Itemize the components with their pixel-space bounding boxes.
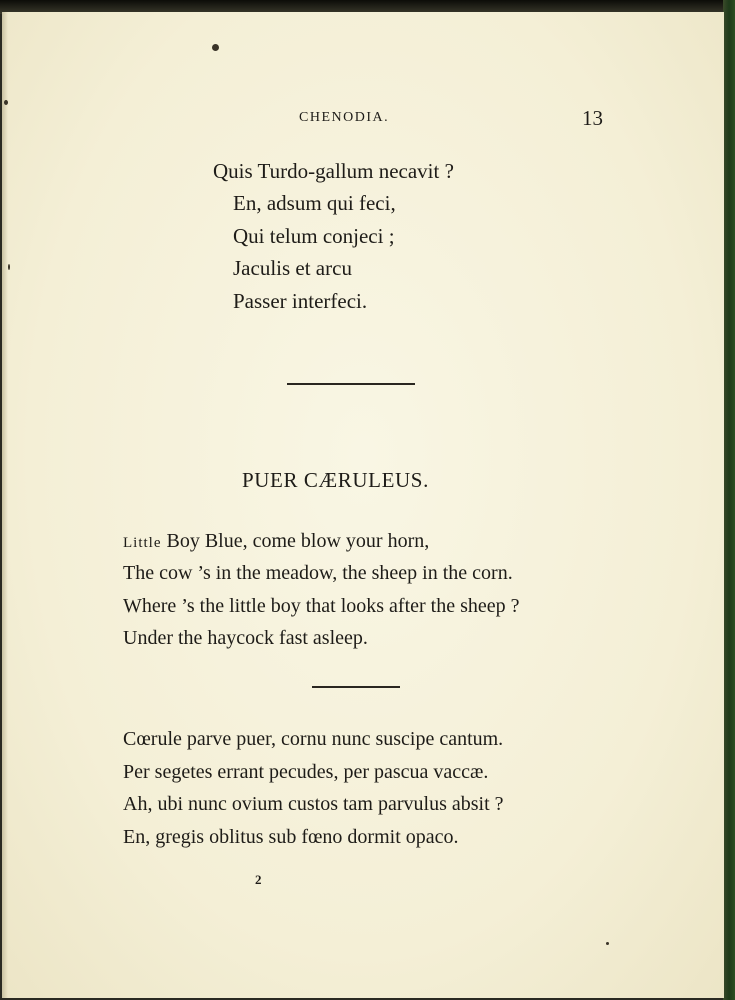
verse-line: Per segetes errant pecudes, per pascua vaccæ. <box>123 761 489 783</box>
verse-line <box>123 530 429 553</box>
page-speck <box>606 942 609 945</box>
verse-line: Jaculis et arcu <box>233 256 352 280</box>
verse-line: Cœrule parve puer, cornu nunc suscipe cantum. <box>123 728 504 750</box>
page-speck <box>8 264 10 270</box>
book-cover-edge <box>723 0 735 1000</box>
verse-line: Under the haycock fast asleep. <box>123 627 368 649</box>
verse-line: Where ’s the little boy that looks after the sheep ? <box>123 595 520 617</box>
page-number: 13 <box>582 106 603 130</box>
verse-line: The cow ’s in the meadow, the sheep in the corn. <box>123 562 513 584</box>
poem-title: PUER CÆRULEUS. <box>242 468 429 492</box>
small-caps-opening-word: Little <box>123 535 162 551</box>
verse-line-rest: Boy Blue, come blow your horn, <box>161 530 430 552</box>
page-gutter-shadow <box>2 12 8 998</box>
page-speck <box>212 44 219 51</box>
section-divider <box>287 383 415 385</box>
verse-line: En, adsum qui feci, <box>233 191 396 215</box>
verse-line: Qui telum conjeci ; <box>233 224 395 248</box>
verse-line: Passer interfeci. <box>233 289 368 313</box>
stanza-divider <box>312 686 400 688</box>
signature-mark: 2 <box>255 872 262 887</box>
running-title: CHENODIA. <box>299 110 390 125</box>
book-page <box>2 12 724 998</box>
verse-line: En, gregis oblitus sub fœno dormit opaco. <box>123 826 459 848</box>
verse-line: Quis Turdo-gallum necavit ? <box>213 159 454 183</box>
verse-line: Ah, ubi nunc ovium custos tam parvulus absit ? <box>123 793 504 815</box>
page-speck <box>4 100 8 105</box>
